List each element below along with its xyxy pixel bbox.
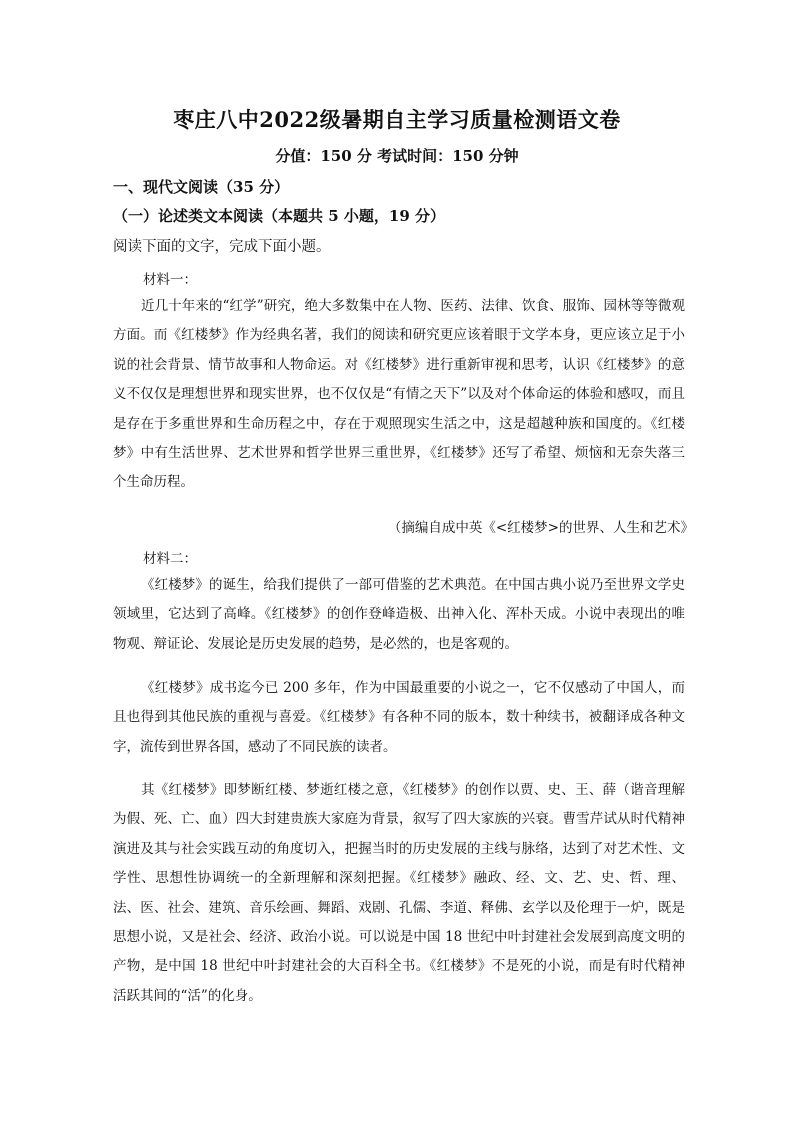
page-title: 枣庄八中2022级暑期自主学习质量检测语文卷 <box>173 107 621 132</box>
material2-paragraph-3: 其《红楼梦》即梦断红楼、梦逝红楼之意，《红楼梦》的创作以贾、史、王、薛（谐音理解为假、死、亡、血）四大封建贵族大家庭为背景，叙写了四大家族的兴衰。曹雪芹试从时代精神演进及其与社会实践互动的角度切入，把握当时的历史发展的主线与脉络，达到了对艺术性、文学性、思想性协调统一的全新理解和深刻把握。《红楼梦》融政、经、文、艺、史、哲、理、法、医、社会、建筑、音乐绘画、舞蹈、戏剧、孔儒、李道、释佛、玄学以及伦理于一炉，既是思想小说，又是社会、经济、政治小说。可以说是中国 18 世纪中叶封建社会发展到高度文明的产物，是中国 18 世纪中叶封建社会的大百科全书。《红楼梦》不是死的小说，而是有时代精神活跃其间的“活”的化身。 <box>113 782 685 1004</box>
subsection-heading: （一）论述类文本阅读（本题共 5 小题，19 分） <box>113 207 445 225</box>
instructions: 阅读下面的文字，完成下面小题。 <box>113 239 331 255</box>
material1-label: 材料一： <box>143 272 197 288</box>
material1-paragraph: 近几十年来的“红学”研究，绝大多数集中在人物、医药、法律、饮食、服饰、园林等等微观方面。而《红楼梦》作为经典名著，我们的阅读和研究更应该着眼于文学本身，更应该立足于小说的社会背景、情节故事和人物命运。对《红楼梦》进行重新审视和思考，认识《红楼梦》的意义不仅仅是理想世界和现实世界，也不仅仅是“有情之天下”以及对个体命运的体验和感叹，而且是存在于多重世界和生命历程之中，存在于观照现实生活之中，这是超越种族和国度的。《红楼梦》中有生活世界、艺术世界和哲学世界三重世界，《红楼梦》还写了希望、烦恼和无奈失落三个生命历程。 <box>113 298 685 491</box>
material2-paragraph-1: 《红楼梦》的诞生，给我们提供了一部可借鉴的艺术典范。在中国古典小说乃至世界文学史领域里，它达到了高峰。《红楼梦》的创作登峰造极、出神入化、浑朴天成。小说中表现出的唯物观、辩证论、发展论是历史发展的趋势，是必然的，也是客观的。 <box>113 577 685 652</box>
material1-source: （摘编自成中英《<红楼梦>的世界、人生和艺术》 <box>387 520 694 536</box>
material2-label: 材料二： <box>143 551 197 567</box>
exam-meta: 分值：150 分 考试时间：150 分钟 <box>275 147 519 165</box>
section-heading: 一、现代文阅读（35 分） <box>113 178 290 196</box>
material2-paragraph-2: 《红楼梦》成书迄今已 200 多年，作为中国最重要的小说之一，它不仅感动了中国人，而且也得到其他民族的重视与喜爱。《红楼梦》有各种不同的版本，数十种续书，被翻译成各种文字，流传到世界各国，感动了不同民族的读者。 <box>113 680 685 755</box>
